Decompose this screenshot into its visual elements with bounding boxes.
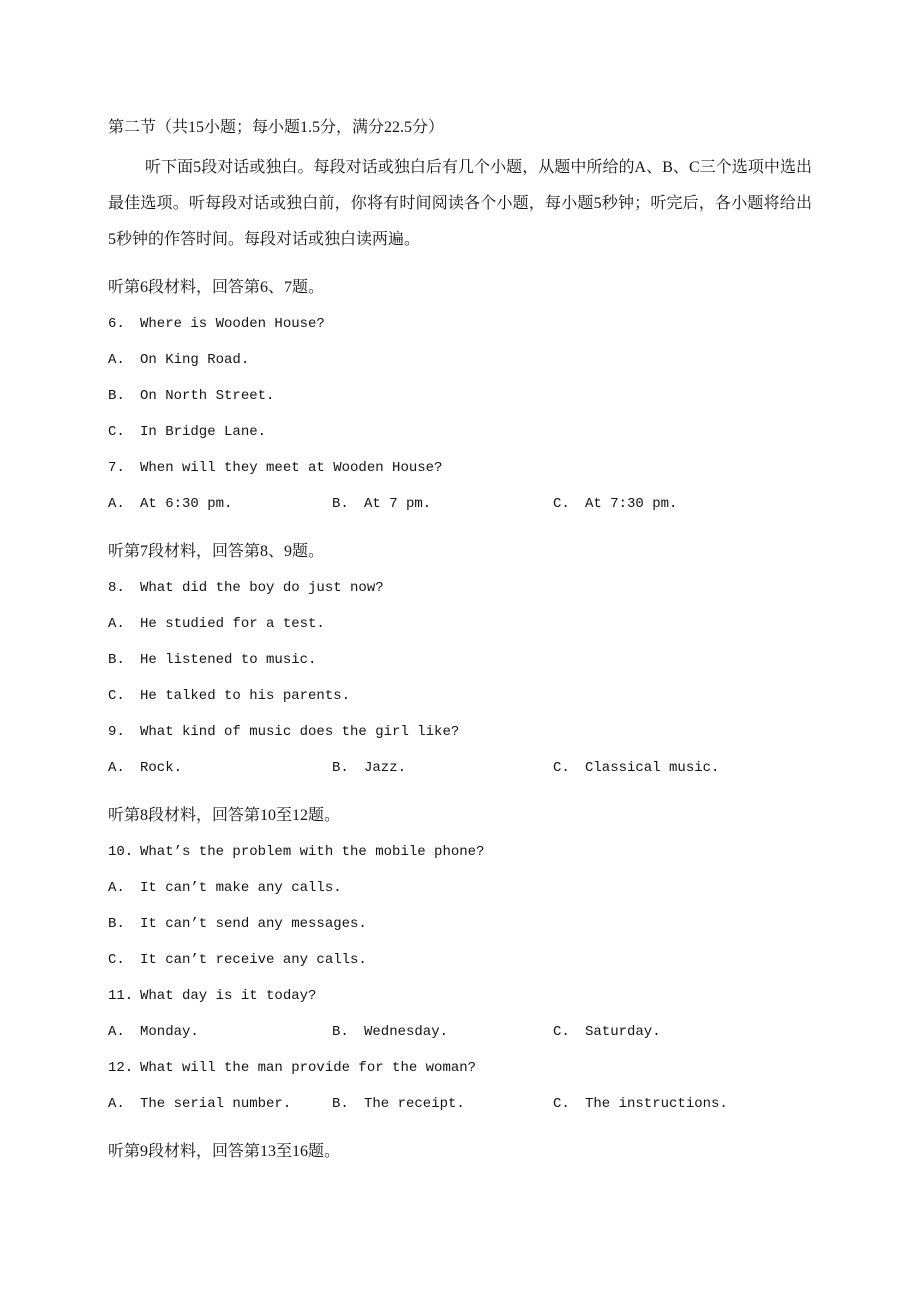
option-label: B. — [108, 916, 125, 932]
option-text: It can’t send any messages. — [140, 916, 367, 932]
option-text: He studied for a test. — [140, 616, 325, 632]
question-11-option-c — [553, 1014, 812, 1050]
question-12-number: 12. — [108, 1060, 134, 1076]
instructions-line-1: 听下面5段对话或独白。每段对话或独白后有几个小题，从题中所给的A、B、C三个选项中选出 — [145, 159, 812, 176]
material-line-segment-8: 听第8段材料，回答第10至12题。 — [108, 807, 341, 824]
instructions-line-3: 5秒钟的作答时间。每段对话或独白读两遍。 — [108, 231, 421, 248]
question-12 — [108, 1050, 812, 1086]
question-10-option-a — [108, 870, 812, 906]
option-text: Wednesday. — [364, 1024, 449, 1040]
option-label: C. — [553, 1096, 570, 1112]
option-label: C. — [553, 496, 570, 512]
question-12-option-b — [332, 1086, 553, 1122]
question-8-number: 8. — [108, 580, 125, 596]
question-6-option-c — [108, 414, 812, 450]
question-9-options-row — [108, 750, 812, 786]
question-10 — [108, 834, 812, 870]
option-text: Rock. — [140, 760, 183, 776]
option-text: Monday. — [140, 1024, 199, 1040]
option-label: B. — [332, 760, 349, 776]
question-6-option-b — [108, 378, 812, 414]
option-text: He listened to music. — [140, 652, 317, 668]
option-text: At 6:30 pm. — [140, 496, 233, 512]
option-label: B. — [332, 1024, 349, 1040]
question-10-option-c — [108, 942, 812, 978]
option-label: C. — [108, 952, 125, 968]
question-9 — [108, 714, 812, 750]
question-6-text: Where is Wooden House? — [140, 316, 325, 332]
option-label: A. — [108, 880, 125, 896]
question-6-number: 6. — [108, 316, 125, 332]
option-text: He talked to his parents. — [140, 688, 351, 704]
option-label: C. — [553, 1024, 570, 1040]
question-6 — [108, 306, 812, 342]
option-label: B. — [108, 652, 125, 668]
option-text: The serial number. — [140, 1096, 292, 1112]
question-12-option-a — [108, 1086, 332, 1122]
question-9-number: 9. — [108, 724, 125, 740]
question-7-number: 7. — [108, 460, 125, 476]
option-text: In Bridge Lane. — [140, 424, 267, 440]
option-label: A. — [108, 1024, 125, 1040]
option-label: C. — [108, 688, 125, 704]
option-text: On North Street. — [140, 388, 275, 404]
question-10-number: 10. — [108, 844, 134, 860]
material-line-segment-6: 听第6段材料，回答第6、7题。 — [108, 279, 325, 296]
section-header: 第二节（共15小题；每小题1.5分，满分22.5分） — [108, 119, 445, 136]
question-12-options-row — [108, 1086, 812, 1122]
question-7-options-row — [108, 486, 812, 522]
question-7-option-b — [332, 486, 553, 522]
option-label: A. — [108, 760, 125, 776]
question-7 — [108, 450, 812, 486]
question-10-option-b — [108, 906, 812, 942]
question-9-text: What kind of music does the girl like? — [140, 724, 460, 740]
option-text: It can’t make any calls. — [140, 880, 342, 896]
option-text: The instructions. — [585, 1096, 728, 1112]
question-10-text: What’s the problem with the mobile phone? — [140, 844, 485, 860]
option-label: C. — [108, 424, 125, 440]
question-11-option-b — [332, 1014, 553, 1050]
option-text: It can’t receive any calls. — [140, 952, 367, 968]
question-11-options-row — [108, 1014, 812, 1050]
question-12-option-c — [553, 1086, 812, 1122]
option-text: The receipt. — [364, 1096, 465, 1112]
option-label: B. — [332, 496, 349, 512]
material-line-segment-7: 听第7段材料，回答第8、9题。 — [108, 543, 325, 560]
question-11-text: What day is it today? — [140, 988, 317, 1004]
option-text: On King Road. — [140, 352, 250, 368]
question-8-option-c — [108, 678, 812, 714]
question-7-text: When will they meet at Wooden House? — [140, 460, 443, 476]
question-11-option-a — [108, 1014, 332, 1050]
question-8-option-b — [108, 642, 812, 678]
option-label: A. — [108, 352, 125, 368]
question-9-option-a — [108, 750, 332, 786]
instructions-line-2: 最佳选项。听每段对话或独白前，你将有时间阅读各个小题，每小题5秒钟；听完后，各小题将给出 — [108, 195, 812, 212]
question-6-option-a — [108, 342, 812, 378]
option-label: B. — [332, 1096, 349, 1112]
instructions-paragraph — [108, 150, 812, 258]
question-8-option-a — [108, 606, 812, 642]
option-text: Jazz. — [364, 760, 407, 776]
option-text: At 7:30 pm. — [585, 496, 678, 512]
question-7-option-c — [553, 486, 812, 522]
question-12-text: What will the man provide for the woman? — [140, 1060, 477, 1076]
question-9-option-c — [553, 750, 812, 786]
option-text: Classical music. — [585, 760, 720, 776]
option-label: B. — [108, 388, 125, 404]
option-label: A. — [108, 616, 125, 632]
question-8 — [108, 570, 812, 606]
question-11 — [108, 978, 812, 1014]
option-text: Saturday. — [585, 1024, 661, 1040]
material-line-segment-9: 听第9段材料，回答第13至16题。 — [108, 1143, 341, 1160]
question-11-number: 11. — [108, 988, 134, 1004]
option-label: C. — [553, 760, 570, 776]
question-7-option-a — [108, 486, 332, 522]
question-9-option-b — [332, 750, 553, 786]
option-label: A. — [108, 1096, 125, 1112]
question-8-text: What did the boy do just now? — [140, 580, 384, 596]
option-text: At 7 pm. — [364, 496, 432, 512]
option-label: A. — [108, 496, 125, 512]
